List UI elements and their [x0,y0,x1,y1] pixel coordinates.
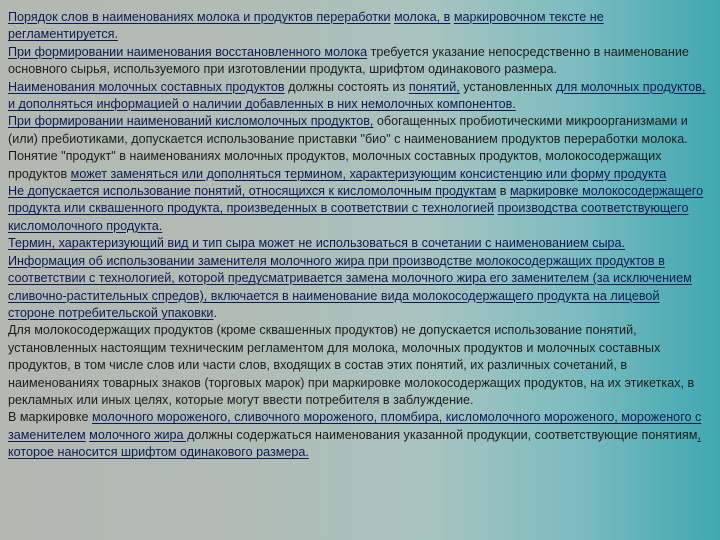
underlined-text: маркировочном тексте не регламентируется. [8,10,604,42]
underlined-text: понятий, [408,79,460,94]
text-run: . [213,305,217,320]
underlined-text: Информация об использовании заменителя молочного жира при производстве молокосодержащих продуктов в соответствии с технологией, которой предусматривается замена молочного жира его заменителем (за исключением сливочно-растительных спредов), включается в наименование вида молокосодержащего продукта на лицевой стороне потребительской упаковки [8,253,692,320]
text-run: Понятие "продукт" в наименованиях молочных продуктов, молочных составных продуктов, молокосодержащих продуктов [8,149,662,181]
underlined-text: молочного мороженого, сливочного мороженого, пломбира, кисломолочного мороженого, мороженого с заменителем [8,410,702,442]
document-body [8,9,708,462]
underlined-text: для молочных продуктов, и дополняться информацией о наличии добавленных в них немолочных компонентов. [8,79,706,112]
underlined-text: , которое наносится шрифтом одинакового размера. [8,427,701,460]
underlined-text: молока, в [394,10,451,24]
text-run: обогащенных пробиотическими микроорганизмами и (или) пребиотиками, допускается использование приставки "био" с наименованием продуктов переработки молока. [8,114,688,146]
text-run: В маркировке [8,410,92,425]
paragraph-p6 [8,183,708,235]
underlined-text: маркировке молокосодержащего продукта или сквашенного продукта, произведенных в соответствии с технологией [8,184,704,216]
text-run: Для молокосодержащих продуктов (кроме сквашенных продуктов) не допускается использование понятий, установленных настоящим техническим регламентом для молока, молочных продуктов и молочных составных продуктов, в том числе слов или части слов, входящих в состав этих понятий, их различных сочетаний, в наименованиях товарных знаков (торговых марок) при маркировке молокосодержащих продуктов, на их этикетках, в рекламных или иных целях, которые могут ввести потребителя в заблуждение. [8,323,695,407]
paragraph-p2 [8,44,708,79]
paragraph-p1 [8,9,708,44]
paragraph-p9 [8,322,708,409]
underlined-text: может заменяться или дополняться термином, характеризующим консистенцию или форму продукта [70,166,667,181]
paragraph-p3 [8,79,708,114]
text-run: олжны содержаться наименования указанной продукции, соответствующие понятиям [194,427,698,442]
paragraph-p8 [8,253,708,323]
underlined-text: Порядок слов в наименованиях молока и продуктов переработки [8,10,391,24]
text-run: требуется указание непосредственно в наименование основного сырья, используемого при изготовлении продукта, шрифтом одинакового размера. [8,44,689,77]
underlined-text: При формировании наименования восстановленного молока [8,44,368,59]
underlined-text: молочного жира д [89,427,195,442]
paragraph-p10 [8,409,708,461]
text-run: должны состоять из [284,79,409,94]
underlined-text: Наименования молочных составных продуктов [8,79,285,94]
underlined-text: Термин, характеризующий вид и тип сыра может не использоваться в сочетании с наименованием сыра. [8,236,626,251]
paragraph-p4 [8,113,708,148]
text-run: в [496,184,510,199]
underlined-text: При формировании наименований кисломолочных продуктов, [8,114,374,129]
underlined-text: производства соответствующего кисломолочного продукта. [8,201,689,233]
paragraph-p5 [8,148,708,183]
text-run: установленных [459,79,556,94]
paragraph-p7 [8,235,708,252]
underlined-text: Не допускается использование понятий, относящихся к кисломолочным продуктам [8,184,497,199]
